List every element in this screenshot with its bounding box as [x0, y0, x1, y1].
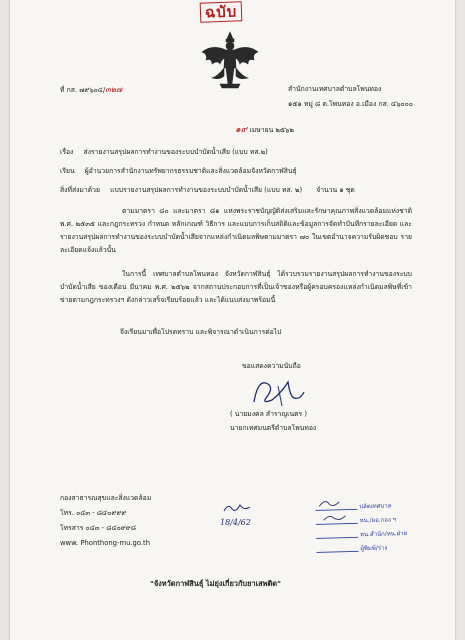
subject-line [60, 148, 268, 157]
enclosure-line [60, 186, 355, 195]
office-address: ๑๕๑ หมู่ ๘ ต.โพนทอง อ.เมือง กส. ๔๖๐๐๐ [288, 100, 413, 108]
body-paragraph-2: ในการนี้ เทศบาลตำบลโพนทอง จังหวัดกาฬสินธุ์ ได้รวบรวมรายงานสรุปผลการทำงานของระบบบำบัดน้ำเสีย ของเดือน มีนาคม พ.ศ. ๒๕๖๒ จากสถานประกอบการที่เป็นเจ้าของหรือผู้ครอบครองแหล่งกำเนิดมลพิษที่เข้าข่ายตามกฎกระทรวงฯ ดังกล่าวเสร็จเรียบร้อยแล้ว และได้แนบส่งมาพร้อมนี้ [60, 270, 412, 304]
date-month-year: เมษายน ๒๕๖๒ [249, 126, 294, 134]
office-name: สำนักงานเทศบาลตำบลโพนทอง [288, 85, 382, 93]
date-day: ๑๙ [235, 125, 248, 135]
recipient-text: ผู้อำนวยการสำนักงานทรัพยากรธรรมชาติและสิ่งแวดล้อมจังหวัดกาฬสินธุ์ [84, 167, 297, 175]
letter-page [10, 0, 455, 640]
copy-stamp: ฉบับ [200, 1, 243, 22]
reference-handwritten: ๓๒๗ [105, 85, 123, 94]
footer-fax: โทรสาร ๐๔๓ - ๘๔๐๙๙๘ [60, 524, 137, 532]
signer-position: นายกเทศมนตรีตำบลโพนทอง [230, 424, 317, 432]
recipient-label: เรียน [60, 167, 75, 175]
reference-prefix: ที่ กส. [60, 86, 78, 94]
subject-text: ส่งรายงานสรุปผลการทำงานของระบบบำบัดน้ำเสีย (แบบ ทส.๒) [83, 148, 268, 156]
reference-number: ๗๙๖๐๔/ [79, 86, 106, 94]
routing-row-3: หน.สำนัก/หน.ฝ่าย [359, 530, 408, 539]
enclosure-label: สิ่งที่ส่งมาด้วย [60, 186, 100, 194]
enclosure-count: จำนวน ๑ ชุด [316, 186, 355, 194]
routing-row-2: หน./ผอ.กอง ฯ [359, 516, 397, 525]
footer-phone: โทร. ๐๔๓ - ๘๔๐๙๙๙ [60, 509, 127, 517]
body-paragraph-1: ตามมาตรา ๘๐ และมาตรา ๘๑ แห่งพระราชบัญญัติส่งเสริมและรักษาคุณภาพสิ่งแวดล้อมแห่งชาติ พ.ศ. ๒๕๓๕ และกฎกระทรวง กำหนด หลักเกณฑ์ วิธีการ และแบบการเก็บสถิติและข้อมูลการจัดทำบันทึกรายละเอียด และรายงานสรุปผลการทำงานของระบบบำบัดน้ำเสียจากแหล่งกำเนิดมลพิษตามมาตรา ๗๐ ในเขตอำนาจความรับผิดชอบ รายละเอียดแจ้งแล้วนั้น [60, 207, 412, 254]
reference-line [60, 85, 122, 95]
footer-slogan: "จังหวัดกาฬสินธุ์ ไม่ยุ่งเกี่ยวกับยาเสพติด" [150, 579, 281, 588]
enclosure-text: แบบรายงานสรุปผลการทำงานของระบบบำบัดน้ำเสีย (แบบ ทส. ๒) [110, 186, 303, 194]
garuda-emblem [198, 30, 262, 92]
signature-scribble [248, 372, 308, 410]
handwritten-date: 18/4/62 [220, 518, 251, 527]
subject-label: เรื่อง [60, 148, 74, 156]
routing-row-4: ผู้พิมพ์/ร่าง [360, 544, 388, 553]
signer-name: ( นายมงคล สำราญเนตร ) [230, 410, 307, 418]
footer-division: กองสาธารณสุขและสิ่งแวดล้อม [60, 494, 152, 502]
body-paragraph-3: จึงเรียนมาเพื่อโปรดทราบ และพิจารณาดำเนินการต่อไป [120, 328, 282, 336]
letter-date [235, 126, 294, 135]
initial-scribble [222, 501, 252, 515]
routing-row-1: ปลัดเทศบาล [359, 502, 392, 511]
recipient-line [60, 167, 297, 176]
handwritten-initial [222, 500, 252, 519]
routing-stamp [315, 494, 425, 553]
footer-website: www. Phonthong-mu.go.th [60, 539, 151, 547]
closing-text: ขอแสดงความนับถือ [242, 362, 301, 370]
